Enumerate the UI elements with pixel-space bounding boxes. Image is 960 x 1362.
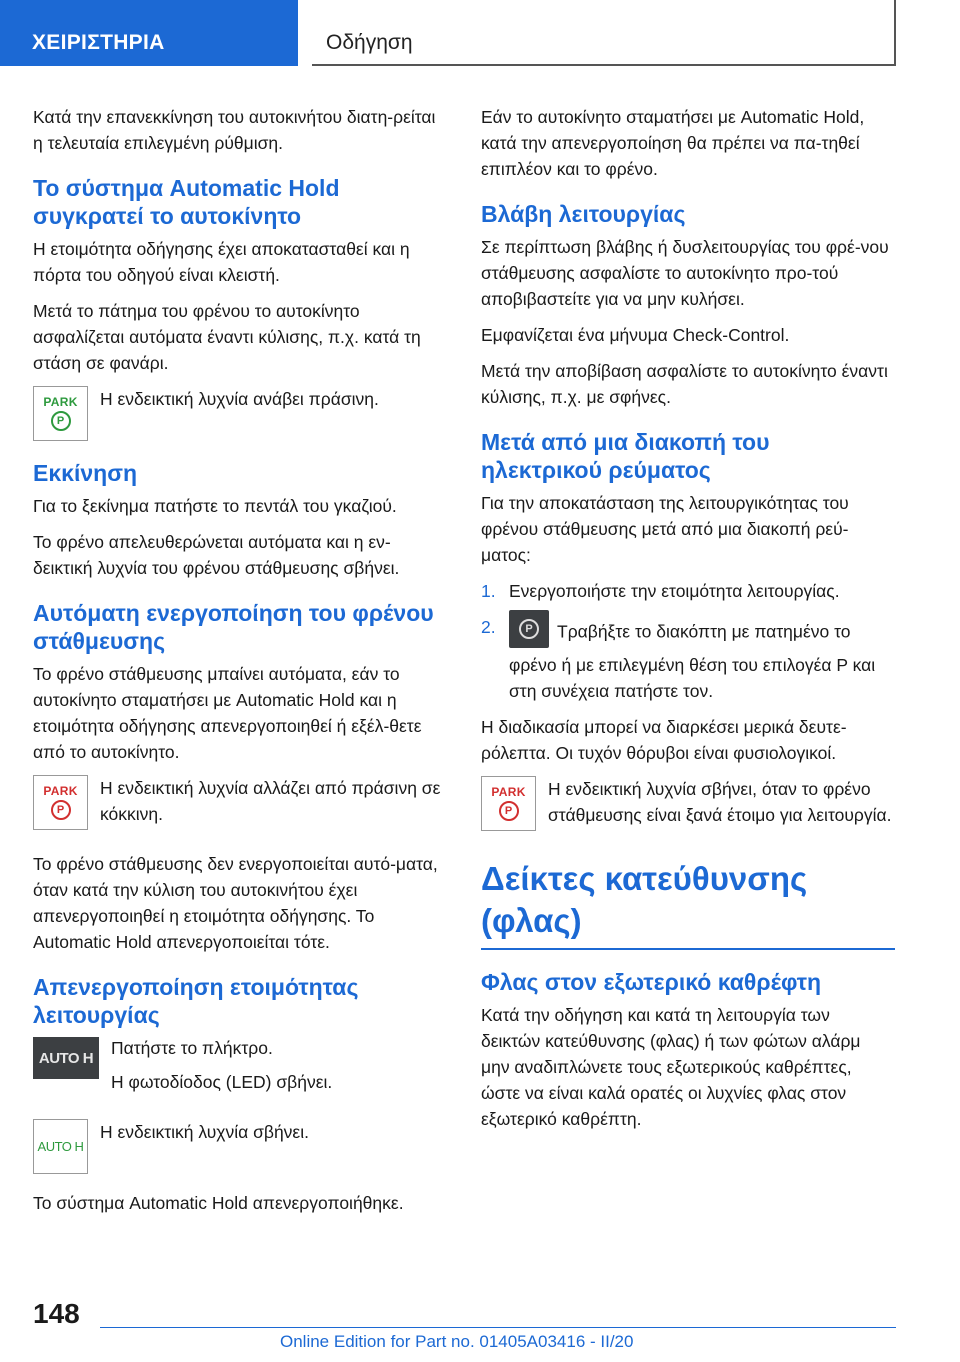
heading-fault: Βλάβη λειτουργίας <box>481 201 686 227</box>
autoh-button-note <box>33 1035 445 1103</box>
park-red-icon: PARK P <box>481 776 536 831</box>
step-item <box>481 578 893 604</box>
paragraph: Το φρένο απελευθερώνεται αυτόματα και η εν-δεικτική λυχνία του φρένου στάθμευσης σβήνει. <box>33 532 400 578</box>
section-tab: ΧΕΙΡΙΣΤΗΡΙΑ <box>0 0 298 66</box>
indicator-text: Η ενδεικτική λυχνία αλλάζει από πράσινη σε κόκκινη. <box>100 778 441 824</box>
step-number: 1. <box>481 581 496 601</box>
heading-mirror-turn-signal: Φλας στον εξωτερικό καθρέφτη <box>481 969 822 995</box>
paragraph: Για το ξεκίνημα πατήστε το πεντάλ του γκαζιού. <box>33 496 397 516</box>
paragraph: Το φρένο στάθμευσης μπαίνει αυτόματα, εάν το αυτοκίνητο σταματήσει με Automatic Hold και η ετοιμότητα οδήγησης απενεργοποιηθεί ή εξέλ-θετε από το αυτοκίνητο. <box>33 664 422 762</box>
step-text: Ενεργοποιήστε την ετοιμότητα λειτουργίας. <box>509 581 840 601</box>
footer-rule <box>100 1327 896 1328</box>
paragraph: Για την αποκατάσταση της λειτουργικότητας του φρένου στάθμευσης μετά από μια διακοπή ρεύ-ματος: <box>481 493 849 565</box>
auto-h-lamp-icon: AUTO H <box>33 1119 88 1174</box>
indicator-note <box>481 776 893 836</box>
instruction-text: Πατήστε το πλήκτρο. <box>111 1038 273 1058</box>
heading-turn-signals: Δείκτες κατεύθυνσης (φλας) <box>481 860 808 939</box>
indicator-note <box>33 775 445 835</box>
indicator-note <box>33 386 445 441</box>
paragraph: Σε περίπτωση βλάβης ή δυσλειτουργίας του φρέ-νου στάθμευσης ασφαλίστε το αυτοκίνητο προ-τού αποβιβαστείτε για να μην κυλήσει. <box>481 237 889 309</box>
park-green-icon: PARK P <box>33 386 88 441</box>
auto-h-button-icon: AUTO H <box>33 1037 99 1079</box>
paragraph: Η διαδικασία μπορεί να διαρκέσει μερικά δευτε-ρόλεπτα. Οι τυχόν θόρυβοι είναι φυσιολογικοί. <box>481 717 847 763</box>
parking-brake-switch-icon: P <box>509 610 549 648</box>
autoh-lamp-note <box>33 1119 445 1174</box>
paragraph: Η ετοιμότητα οδήγησης έχει αποκατασταθεί και η πόρτα του οδηγού είναι κλειστή. <box>33 239 410 285</box>
section-rule <box>481 948 895 950</box>
paragraph: Εάν το αυτοκίνητο σταματήσει με Automatic Hold, κατά την απενεργοποίηση θα πρέπει να πα-τηθεί επιπλέον και το φρένο. <box>481 107 865 179</box>
step-number: 2. <box>481 617 496 637</box>
page-number: 148 <box>33 1298 80 1329</box>
heading-power-interruption: Μετά από μια διακοπή του ηλεκτρικού ρεύματος <box>481 429 770 483</box>
paragraph: Κατά την οδήγηση και κατά τη λειτουργία των δεικτών κατεύθυνσης (φλας) ή των φώτων αλάρμ μην αναδιπλώνετε τους εξωτερικούς καθρέπτες, ώστε να είναι καλά ορατές οι λυχνίες φλας στον εξωτερικό καθρέπτη. <box>481 1005 861 1129</box>
instruction-text: Η φωτοδίοδος (LED) σβήνει. <box>111 1072 333 1092</box>
indicator-text: Η ενδεικτική λυχνία σβήνει. <box>100 1122 309 1142</box>
paragraph: Το σύστημα Automatic Hold απενεργοποιήθηκε. <box>33 1193 404 1213</box>
step-text: Τραβήξτε το διακόπτη με πατημένο το φρένο ή με επιλεγμένη θέση του επιλογέα P και στη συνέχεια πατήστε τον. <box>509 621 876 701</box>
heading-deactivate: Απενεργοποίηση ετοιμότητας λειτουργίας <box>33 974 359 1028</box>
page-header <box>0 0 960 66</box>
park-red-icon: PARK P <box>33 775 88 830</box>
heading-start: Εκκίνηση <box>33 460 138 486</box>
heading-automatic-hold: Το σύστημα Automatic Hold συγκρατεί το αυτοκίνητο <box>33 175 340 229</box>
left-column <box>33 104 445 1226</box>
paragraph: Το φρένο στάθμευσης δεν ενεργοποιείται αυτό-ματα, όταν κατά την κύλιση του αυτοκινήτου έχει απενεργοποιηθεί η ετοιμότητα οδήγησης. Το Automatic Hold απενεργοποιείται τότε. <box>33 854 438 952</box>
paragraph: Εμφανίζεται ένα μήνυμα Check-Control. <box>481 325 790 345</box>
heading-auto-parking-brake: Αυτόματη ενεργοποίηση του φρένου στάθμευσης <box>33 600 434 654</box>
paragraph: Μετά το πάτημα του φρένου το αυτοκίνητο ασφαλίζεται αυτόματα έναντι κύλισης, π.χ. κατά τη στάση σε φανάρι. <box>33 301 421 373</box>
paragraph: Μετά την αποβίβαση ασφαλίστε το αυτοκίνητο έναντι κύλισης, π.χ. με σφήνες. <box>481 361 888 407</box>
chapter-title: Οδήγηση <box>312 0 896 66</box>
footer-edition: Online Edition for Part no. 01405A03416 - II/20 <box>280 1332 634 1351</box>
step-item <box>481 614 893 704</box>
right-column <box>481 104 893 1142</box>
indicator-text: Η ενδεικτική λυχνία ανάβει πράσινη. <box>100 389 379 409</box>
intro-paragraph: Κατά την επανεκκίνηση του αυτοκινήτου διατη-ρείται η τελευταία επιλεγμένη ρύθμιση. <box>33 107 436 153</box>
indicator-text: Η ενδεικτική λυχνία σβήνει, όταν το φρένο στάθμευσης είναι ξανά έτοιμο για λειτουργία. <box>548 779 892 825</box>
